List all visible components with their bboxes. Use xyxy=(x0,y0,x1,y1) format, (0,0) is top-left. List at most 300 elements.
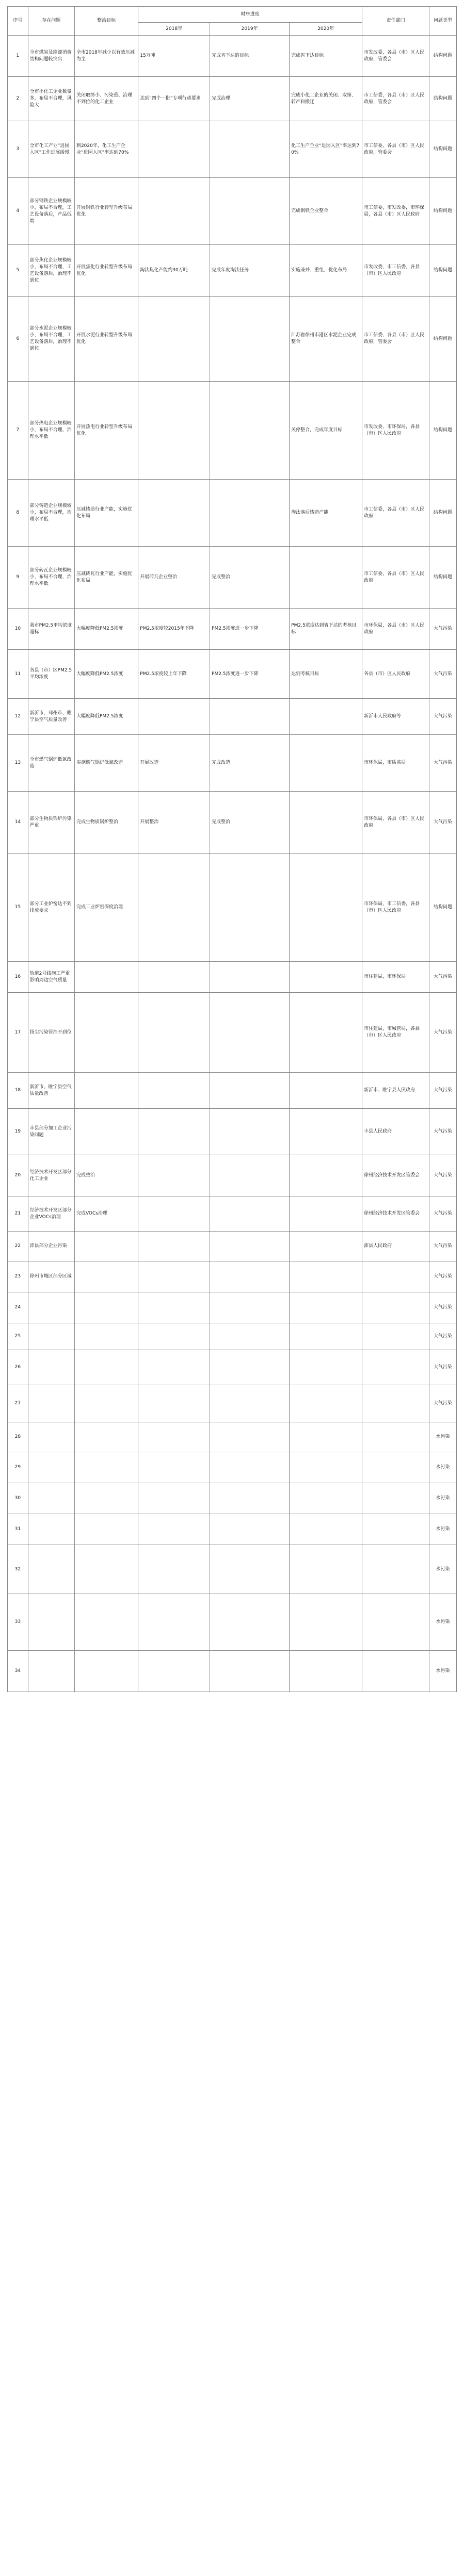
y2019-cell xyxy=(210,1545,290,1594)
table-row xyxy=(8,178,457,245)
dept-cell: 市住建局，市环保局 xyxy=(362,962,429,993)
y2020-cell xyxy=(290,1196,362,1232)
seq-cell: 8 xyxy=(8,480,28,547)
goal-cell xyxy=(74,1323,138,1350)
goal-cell xyxy=(74,1232,138,1261)
goal-cell xyxy=(74,993,138,1073)
y2020-cell xyxy=(290,1292,362,1323)
problem-cell xyxy=(28,1323,74,1350)
table-row xyxy=(8,121,457,178)
problem-cell xyxy=(28,1651,74,1692)
problem-cell: 部分工业炉窑达不到排放要求 xyxy=(28,854,74,962)
dept-cell xyxy=(362,1452,429,1483)
table-row xyxy=(8,1073,457,1109)
dept-cell xyxy=(362,1594,429,1651)
seq-cell: 13 xyxy=(8,735,28,792)
goal-cell xyxy=(74,1350,138,1385)
goal-cell: 完成生物质锅炉整治 xyxy=(74,792,138,854)
table-row xyxy=(8,1292,457,1323)
table-row xyxy=(8,1232,457,1261)
dept-cell: 市工信委，各县（市）区人民政府，管委会 xyxy=(362,77,429,121)
type-cell: 结构问题 xyxy=(429,36,457,77)
type-cell: 结构问题 xyxy=(429,121,457,178)
y2018-cell xyxy=(138,121,210,178)
y2020-cell: 淘汰落后铸造产能 xyxy=(290,480,362,547)
table-row xyxy=(8,36,457,77)
table-row xyxy=(8,1594,457,1651)
table-row xyxy=(8,1323,457,1350)
type-cell: 结构问题 xyxy=(429,77,457,121)
type-cell: 水污染 xyxy=(429,1594,457,1651)
y2020-cell xyxy=(290,1452,362,1483)
header-schedule: 时序进度 xyxy=(138,7,362,23)
problem-cell: 各县（市）区PM2.5平均浓度 xyxy=(28,650,74,699)
seq-cell: 19 xyxy=(8,1109,28,1155)
seq-cell: 17 xyxy=(8,993,28,1073)
y2019-cell xyxy=(210,1452,290,1483)
y2018-cell xyxy=(138,178,210,245)
table-row xyxy=(8,245,457,297)
type-cell: 结构问题 xyxy=(429,382,457,480)
goal-cell: 完成VOCs治理 xyxy=(74,1196,138,1232)
y2018-cell: PM2.5浓度较2015年下降 xyxy=(138,609,210,650)
goal-cell xyxy=(74,1109,138,1155)
problem-cell: 沛县部分企业污染 xyxy=(28,1232,74,1261)
goal-cell: 完成工业炉窑深度治理 xyxy=(74,854,138,962)
seq-cell: 26 xyxy=(8,1350,28,1385)
dept-cell xyxy=(362,1261,429,1292)
y2019-cell: 完成改造 xyxy=(210,735,290,792)
dept-cell: 市工信委，各县（市）区人民政府 xyxy=(362,547,429,609)
table-row xyxy=(8,1196,457,1232)
header-goal: 整治目标 xyxy=(74,7,138,36)
problem-cell xyxy=(28,1483,74,1514)
y2020-cell xyxy=(290,699,362,735)
goal-cell xyxy=(74,1594,138,1651)
problem-cell xyxy=(28,1514,74,1545)
table-row xyxy=(8,1651,457,1692)
type-cell: 大气污染 xyxy=(429,962,457,993)
y2018-cell xyxy=(138,962,210,993)
header-2019: 2019年 xyxy=(210,23,290,36)
y2018-cell xyxy=(138,1350,210,1385)
y2019-cell: PM2.5浓度进一步下降 xyxy=(210,609,290,650)
goal-cell xyxy=(74,1385,138,1422)
y2020-cell xyxy=(290,1350,362,1385)
seq-cell: 21 xyxy=(8,1196,28,1232)
y2018-cell: 开展整治 xyxy=(138,792,210,854)
type-cell: 大气污染 xyxy=(429,699,457,735)
type-cell: 大气污染 xyxy=(429,1350,457,1385)
table-row xyxy=(8,1422,457,1452)
table-row xyxy=(8,962,457,993)
seq-cell: 9 xyxy=(8,547,28,609)
goal-cell: 开展热电行业转型升级布局优化 xyxy=(74,382,138,480)
goal-cell: 压减铸造行业产能，实施优化布局 xyxy=(74,480,138,547)
problem-cell: 经济技术开发区部分企业VOCs治理 xyxy=(28,1196,74,1232)
document-page xyxy=(7,6,457,1692)
y2020-cell xyxy=(290,1109,362,1155)
y2019-cell xyxy=(210,1196,290,1232)
y2020-cell xyxy=(290,1514,362,1545)
y2018-cell: 开展砖瓦企业整治 xyxy=(138,547,210,609)
y2019-cell xyxy=(210,1594,290,1651)
seq-cell: 32 xyxy=(8,1545,28,1594)
y2020-cell: 完成钢铁企业整合 xyxy=(290,178,362,245)
y2018-cell xyxy=(138,1452,210,1483)
problem-cell xyxy=(28,1452,74,1483)
goal-cell xyxy=(74,962,138,993)
y2018-cell xyxy=(138,1323,210,1350)
y2018-cell: 淘汰焦化产能约30万吨 xyxy=(138,245,210,297)
type-cell: 水污染 xyxy=(429,1422,457,1452)
table-row xyxy=(8,735,457,792)
problem-cell: 丰县部分加工企业污染问题 xyxy=(28,1109,74,1155)
type-cell: 大气污染 xyxy=(429,1155,457,1196)
dept-cell: 新沂市人民政府等 xyxy=(362,699,429,735)
goal-cell: 关闭取缔小、污染重、治理不到位的化工企业 xyxy=(74,77,138,121)
y2018-cell: 开展改造 xyxy=(138,735,210,792)
dept-cell: 徐州经济技术开发区管委会 xyxy=(362,1155,429,1196)
seq-cell: 18 xyxy=(8,1073,28,1109)
type-cell: 大气污染 xyxy=(429,1323,457,1350)
goal-cell: 大幅度降低PM2.5浓度 xyxy=(74,609,138,650)
y2018-cell xyxy=(138,1261,210,1292)
y2019-cell xyxy=(210,1155,290,1196)
y2018-cell xyxy=(138,297,210,382)
y2018-cell xyxy=(138,1651,210,1692)
problem-cell: 新沂市、睢宁县空气质量改善 xyxy=(28,1073,74,1109)
problem-cell xyxy=(28,1594,74,1651)
y2020-cell xyxy=(290,1261,362,1292)
table-row xyxy=(8,547,457,609)
type-cell: 大气污染 xyxy=(429,1196,457,1232)
table-row xyxy=(8,993,457,1073)
y2019-cell xyxy=(210,1109,290,1155)
table-row xyxy=(8,1155,457,1196)
y2018-cell xyxy=(138,480,210,547)
dept-cell: 市工信委，各县（市）区人民政府，管委会 xyxy=(362,121,429,178)
y2020-cell: 江苏省徐州市港区水泥企业完成整合 xyxy=(290,297,362,382)
y2020-cell xyxy=(290,1594,362,1651)
problem-cell: 扬尘污染管控不到位 xyxy=(28,993,74,1073)
y2019-cell xyxy=(210,962,290,993)
y2019-cell: 完成整治 xyxy=(210,547,290,609)
type-cell: 大气污染 xyxy=(429,1232,457,1261)
type-cell: 大气污染 xyxy=(429,1292,457,1323)
y2018-cell xyxy=(138,1483,210,1514)
goal-cell xyxy=(74,1292,138,1323)
seq-cell: 2 xyxy=(8,77,28,121)
type-cell: 结构问题 xyxy=(429,245,457,297)
goal-cell: 大幅度降低PM2.5浓度 xyxy=(74,699,138,735)
dept-cell: 市环保局，市质监局 xyxy=(362,735,429,792)
seq-cell: 14 xyxy=(8,792,28,854)
problem-cell: 部分砖瓦企业规模较小，布局不合理，治理水平低 xyxy=(28,547,74,609)
dept-cell: 市工信委，市发改委，市环保局，各县（市）区人民政府 xyxy=(362,178,429,245)
seq-cell: 5 xyxy=(8,245,28,297)
type-cell: 结构问题 xyxy=(429,178,457,245)
header-dept: 责任部门 xyxy=(362,7,429,36)
y2018-cell xyxy=(138,1422,210,1452)
type-cell: 结构问题 xyxy=(429,547,457,609)
y2020-cell xyxy=(290,1545,362,1594)
y2019-cell xyxy=(210,993,290,1073)
type-cell: 大气污染 xyxy=(429,1073,457,1109)
y2020-cell xyxy=(290,735,362,792)
y2019-cell xyxy=(210,382,290,480)
table-body xyxy=(8,36,457,1692)
dept-cell xyxy=(362,1323,429,1350)
y2018-cell xyxy=(138,1292,210,1323)
problem-cell: 部分钢铁企业规模较小，布局不合理，工艺设备落后，产品低端 xyxy=(28,178,74,245)
problem-cell: 部分热电企业规模较小，布局不合理，治理水平低 xyxy=(28,382,74,480)
y2019-cell xyxy=(210,1350,290,1385)
seq-cell: 22 xyxy=(8,1232,28,1261)
dept-cell: 市工信委，各县（市）区人民政府，管委会 xyxy=(362,297,429,382)
dept-cell: 市发改委，市工信委，各县（市）区人民政府 xyxy=(362,245,429,297)
y2020-cell: 实施兼并、重组，优化布局 xyxy=(290,245,362,297)
table-row xyxy=(8,1385,457,1422)
type-cell: 大气污染 xyxy=(429,609,457,650)
table-row xyxy=(8,650,457,699)
dept-cell xyxy=(362,1350,429,1385)
y2019-cell xyxy=(210,854,290,962)
problem-cell: 部分焦化企业规模较小，布局不合理，工艺设备落后，治理不到位 xyxy=(28,245,74,297)
type-cell: 结构问题 xyxy=(429,480,457,547)
goal-cell: 大幅度降低PM2.5浓度 xyxy=(74,650,138,699)
y2018-cell xyxy=(138,1385,210,1422)
seq-cell: 16 xyxy=(8,962,28,993)
seq-cell: 33 xyxy=(8,1594,28,1651)
y2018-cell xyxy=(138,1545,210,1594)
dept-cell: 市环保局，各县（市）区人民政府 xyxy=(362,609,429,650)
table-row xyxy=(8,382,457,480)
type-cell: 结构问题 xyxy=(429,854,457,962)
dept-cell xyxy=(362,1483,429,1514)
y2020-cell: 关停整合，完成年度目标 xyxy=(290,382,362,480)
seq-cell: 30 xyxy=(8,1483,28,1514)
goal-cell xyxy=(74,1483,138,1514)
type-cell: 结构问题 xyxy=(429,297,457,382)
y2019-cell xyxy=(210,121,290,178)
y2020-cell xyxy=(290,1155,362,1196)
problem-cell: 新沂市、邳州市、睢宁县空气质量改善 xyxy=(28,699,74,735)
problem-cell xyxy=(28,1350,74,1385)
goal-cell: 完成整治 xyxy=(74,1155,138,1196)
dept-cell: 市环保局，各县（市）区人民政府 xyxy=(362,792,429,854)
dept-cell: 市住建局，市城管局，各县（市）区人民政府 xyxy=(362,993,429,1073)
y2019-cell xyxy=(210,1483,290,1514)
type-cell: 大气污染 xyxy=(429,650,457,699)
y2020-cell xyxy=(290,547,362,609)
y2019-cell xyxy=(210,1385,290,1422)
goal-cell: 开展焦化行业转型升级布局优化 xyxy=(74,245,138,297)
dept-cell: 沛县人民政府 xyxy=(362,1232,429,1261)
dept-cell: 市工信委，各县（市）区人民政府 xyxy=(362,480,429,547)
y2018-cell xyxy=(138,1514,210,1545)
y2020-cell xyxy=(290,962,362,993)
seq-cell: 10 xyxy=(8,609,28,650)
header-type: 问题类型 xyxy=(429,7,457,36)
y2019-cell: 完成治理 xyxy=(210,77,290,121)
y2020-cell xyxy=(290,792,362,854)
seq-cell: 7 xyxy=(8,382,28,480)
dept-cell xyxy=(362,1514,429,1545)
y2019-cell xyxy=(210,1323,290,1350)
seq-cell: 24 xyxy=(8,1292,28,1323)
seq-cell: 15 xyxy=(8,854,28,962)
problem-cell: 经济技术开发区部分化工企业 xyxy=(28,1155,74,1196)
dept-cell xyxy=(362,1385,429,1422)
table-row xyxy=(8,1452,457,1483)
goal-cell xyxy=(74,1073,138,1109)
table-row xyxy=(8,1545,457,1594)
table-row xyxy=(8,1514,457,1545)
y2020-cell xyxy=(290,1385,362,1422)
type-cell: 大气污染 xyxy=(429,735,457,792)
table-row xyxy=(8,1483,457,1514)
y2019-cell xyxy=(210,699,290,735)
y2019-cell xyxy=(210,1261,290,1292)
goal-cell xyxy=(74,1514,138,1545)
type-cell: 大气污染 xyxy=(429,1109,457,1155)
y2019-cell xyxy=(210,480,290,547)
type-cell: 水污染 xyxy=(429,1545,457,1594)
dept-cell: 新沂市、睢宁县人民政府 xyxy=(362,1073,429,1109)
remediation-table xyxy=(7,6,457,1692)
problem-cell xyxy=(28,1422,74,1452)
y2018-cell xyxy=(138,1594,210,1651)
goal-cell: 压减砖瓦行业产能，实施优化布局 xyxy=(74,547,138,609)
problem-cell xyxy=(28,1545,74,1594)
y2020-cell xyxy=(290,1232,362,1261)
y2019-cell xyxy=(210,1292,290,1323)
y2019-cell: PM2.5浓度进一步下降 xyxy=(210,650,290,699)
seq-cell: 12 xyxy=(8,699,28,735)
y2019-cell xyxy=(210,178,290,245)
goal-cell: 开展水泥行业转型升级布局优化 xyxy=(74,297,138,382)
seq-cell: 4 xyxy=(8,178,28,245)
problem-cell xyxy=(28,1292,74,1323)
y2020-cell: PM2.5浓度达到省下达的考核目标 xyxy=(290,609,362,650)
seq-cell: 31 xyxy=(8,1514,28,1545)
y2020-cell xyxy=(290,1483,362,1514)
dept-cell: 市环保局，市工信委，各县（市）区人民政府 xyxy=(362,854,429,962)
y2019-cell: 完成年度淘汰任务 xyxy=(210,245,290,297)
table-row xyxy=(8,854,457,962)
goal-cell xyxy=(74,1651,138,1692)
problem-cell: 部分水泥企业规模较小，布局不合理，工艺设备落后，治理不到位 xyxy=(28,297,74,382)
y2020-cell xyxy=(290,854,362,962)
seq-cell: 23 xyxy=(8,1261,28,1292)
y2018-cell: 15万吨 xyxy=(138,36,210,77)
goal-cell xyxy=(74,1545,138,1594)
y2018-cell: 达到“四个一批”专项行动要求 xyxy=(138,77,210,121)
table-row xyxy=(8,1350,457,1385)
y2020-cell: 达到考核目标 xyxy=(290,650,362,699)
header-seq: 序号 xyxy=(8,7,28,36)
y2020-cell xyxy=(290,1323,362,1350)
y2018-cell xyxy=(138,1073,210,1109)
goal-cell xyxy=(74,1261,138,1292)
y2020-cell: 化工生产企业“进园入区”率达到70% xyxy=(290,121,362,178)
y2019-cell: 完成省下达的目标 xyxy=(210,36,290,77)
table-row xyxy=(8,1109,457,1155)
y2020-cell: 完成省下达目标 xyxy=(290,36,362,77)
y2020-cell xyxy=(290,993,362,1073)
header-2020: 2020年 xyxy=(290,23,362,36)
problem-cell: 全市燃气锅炉低氮改造 xyxy=(28,735,74,792)
goal-cell xyxy=(74,1422,138,1452)
dept-cell xyxy=(362,1422,429,1452)
problem-cell: 全市化工产业“进园入区”工作进展缓慢 xyxy=(28,121,74,178)
y2019-cell: 完成整治 xyxy=(210,792,290,854)
type-cell: 大气污染 xyxy=(429,1385,457,1422)
y2018-cell: PM2.5浓度较上年下降 xyxy=(138,650,210,699)
y2018-cell xyxy=(138,699,210,735)
y2018-cell xyxy=(138,1155,210,1196)
y2019-cell xyxy=(210,1514,290,1545)
seq-cell: 11 xyxy=(8,650,28,699)
y2018-cell xyxy=(138,993,210,1073)
seq-cell: 20 xyxy=(8,1155,28,1196)
seq-cell: 29 xyxy=(8,1452,28,1483)
goal-cell: 实施燃气锅炉低氮改造 xyxy=(74,735,138,792)
problem-cell: 全市小化工企业数量多，布局不合理，风险大 xyxy=(28,77,74,121)
y2018-cell xyxy=(138,1232,210,1261)
goal-cell: 到2020年，化工生产企业“进园入区”率达到70% xyxy=(74,121,138,178)
problem-cell: 我市PM2.5平均浓度超标 xyxy=(28,609,74,650)
y2018-cell xyxy=(138,382,210,480)
problem-cell: 全市煤炭及能源消费结构问题较突出 xyxy=(28,36,74,77)
y2019-cell xyxy=(210,1073,290,1109)
table-row xyxy=(8,792,457,854)
seq-cell: 27 xyxy=(8,1385,28,1422)
goal-cell: 开展钢铁行业转型升级布局优化 xyxy=(74,178,138,245)
table-row xyxy=(8,609,457,650)
table-row xyxy=(8,77,457,121)
header-problem: 存在问题 xyxy=(28,7,74,36)
type-cell: 水污染 xyxy=(429,1452,457,1483)
dept-cell: 市发改委，市环保局，各县（市）区人民政府 xyxy=(362,382,429,480)
type-cell: 水污染 xyxy=(429,1514,457,1545)
dept-cell xyxy=(362,1545,429,1594)
seq-cell: 28 xyxy=(8,1422,28,1452)
table-row xyxy=(8,1261,457,1292)
dept-cell: 徐州经济技术开发区管委会 xyxy=(362,1196,429,1232)
table-row xyxy=(8,699,457,735)
seq-cell: 6 xyxy=(8,297,28,382)
type-cell: 大气污染 xyxy=(429,993,457,1073)
y2019-cell xyxy=(210,1651,290,1692)
y2018-cell xyxy=(138,1196,210,1232)
problem-cell: 部分铸造企业规模较小，布局不合理，治理水平低 xyxy=(28,480,74,547)
dept-cell xyxy=(362,1292,429,1323)
problem-cell: 部分生物质锅炉污染严重 xyxy=(28,792,74,854)
y2018-cell xyxy=(138,854,210,962)
dept-cell: 市发改委，各县（市）区人民政府，管委会 xyxy=(362,36,429,77)
goal-cell xyxy=(74,1452,138,1483)
problem-cell xyxy=(28,1385,74,1422)
y2020-cell xyxy=(290,1073,362,1109)
y2020-cell xyxy=(290,1651,362,1692)
y2020-cell: 完成小化工企业的关闭、取缔、转产和搬迁 xyxy=(290,77,362,121)
type-cell: 水污染 xyxy=(429,1483,457,1514)
y2019-cell xyxy=(210,1232,290,1261)
problem-cell: 徐州市城区部分区域 xyxy=(28,1261,74,1292)
type-cell: 水污染 xyxy=(429,1651,457,1692)
